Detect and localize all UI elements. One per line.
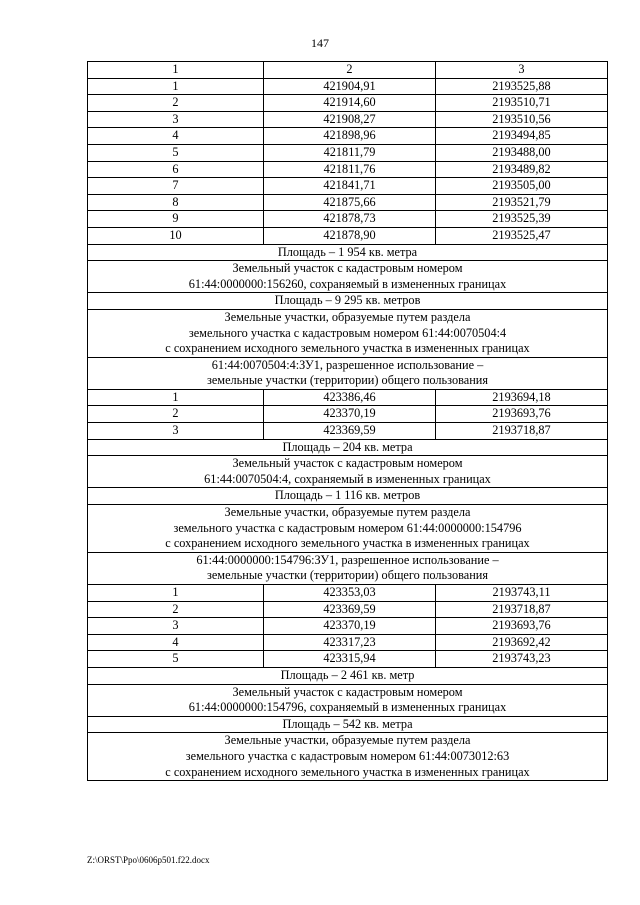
text-line: с сохранением исходного земельного участка в измененных границах — [165, 764, 530, 779]
point-number: 3 — [88, 111, 264, 128]
text-line: земельные участки (территории) общего пользования — [206, 373, 489, 388]
coord-x: 421904,91 — [264, 78, 436, 95]
coord-y: 2193525,88 — [436, 78, 608, 95]
section-row — [88, 733, 608, 781]
division-description — [88, 309, 608, 357]
area-text: Площадь – 1 116 кв. метров — [88, 488, 608, 505]
text-line: Земельные участки, образуемые путем раздела — [224, 733, 471, 748]
coord-y: 2193743,23 — [436, 651, 608, 668]
coord-x: 421878,73 — [264, 211, 436, 228]
coord-y: 2193494,85 — [436, 128, 608, 145]
file-path-footer: Z:\ORST\Ppo\0606p501.f22.docx — [87, 855, 210, 865]
coord-y: 2193694,18 — [436, 389, 608, 406]
header-cell: 3 — [436, 62, 608, 79]
area-row — [88, 488, 608, 505]
header-cell: 1 — [88, 62, 264, 79]
table-row — [88, 211, 608, 228]
table-row — [88, 178, 608, 195]
table-row — [88, 634, 608, 651]
point-number: 2 — [88, 406, 264, 423]
coord-y: 2193692,42 — [436, 634, 608, 651]
coord-x: 421811,76 — [264, 161, 436, 178]
coord-y: 2193718,87 — [436, 601, 608, 618]
coord-x: 423370,19 — [264, 406, 436, 423]
point-number: 10 — [88, 227, 264, 244]
coord-y: 2193525,39 — [436, 211, 608, 228]
text-line: с сохранением исходного земельного участка в измененных границах — [165, 536, 530, 551]
coord-x: 421811,79 — [264, 144, 436, 161]
text-line: 61:44:0070504:4, сохраняемый в измененных границах — [204, 471, 491, 486]
table-row — [88, 406, 608, 423]
plot-description — [88, 684, 608, 716]
section-row — [88, 309, 608, 357]
point-number: 3 — [88, 618, 264, 635]
table-row — [88, 618, 608, 635]
text-line: земельные участки (территории) общего пользования — [206, 568, 489, 583]
table-row — [88, 161, 608, 178]
zu1-description — [88, 357, 608, 389]
coord-y: 2193505,00 — [436, 178, 608, 195]
coord-y: 2193488,00 — [436, 144, 608, 161]
text-line: Земельный участок с кадастровым номером — [232, 456, 463, 471]
point-number: 5 — [88, 651, 264, 668]
area-row — [88, 667, 608, 684]
area-text: Площадь – 204 кв. метра — [88, 439, 608, 456]
table-header-row — [88, 62, 608, 79]
coord-y: 2193693,76 — [436, 618, 608, 635]
area-text: Площадь – 9 295 кв. метров — [88, 293, 608, 310]
section-row — [88, 505, 608, 553]
point-number: 2 — [88, 601, 264, 618]
point-number: 4 — [88, 634, 264, 651]
text-line: Земельные участки, образуемые путем раздела — [224, 505, 471, 520]
coord-x: 423369,59 — [264, 601, 436, 618]
division-description — [88, 733, 608, 781]
text-line: Земельный участок с кадастровым номером — [232, 684, 463, 699]
table-row — [88, 95, 608, 112]
coord-y: 2193521,79 — [436, 194, 608, 211]
text-line: 61:44:0000000:154796, сохраняемый в измененных границах — [188, 700, 507, 715]
point-number: 5 — [88, 144, 264, 161]
table-row — [88, 144, 608, 161]
coord-y: 2193718,87 — [436, 423, 608, 440]
table-row — [88, 389, 608, 406]
text-line: земельного участка с кадастровым номером 61:44:0000000:154796 — [173, 520, 522, 535]
coord-y: 2193489,82 — [436, 161, 608, 178]
area-text: Площадь – 1 954 кв. метра — [88, 244, 608, 261]
text-line: 61:44:0000000:156260, сохраняемый в измененных границах — [188, 276, 507, 291]
coord-x: 423317,23 — [264, 634, 436, 651]
point-number: 7 — [88, 178, 264, 195]
coord-x: 421898,96 — [264, 128, 436, 145]
coord-y: 2193510,71 — [436, 95, 608, 112]
section-row — [88, 261, 608, 293]
coord-x: 421914,60 — [264, 95, 436, 112]
table-row — [88, 227, 608, 244]
text-line: 61:44:0070504:4:ЗУ1, разрешенное использование – — [211, 357, 484, 372]
coord-y: 2193743,11 — [436, 585, 608, 602]
point-number: 6 — [88, 161, 264, 178]
section-row — [88, 456, 608, 488]
coord-x: 423369,59 — [264, 423, 436, 440]
coord-x: 421878,90 — [264, 227, 436, 244]
coord-x: 423370,19 — [264, 618, 436, 635]
table-row — [88, 585, 608, 602]
section-row — [88, 684, 608, 716]
plot-description — [88, 261, 608, 293]
coord-x: 421908,27 — [264, 111, 436, 128]
area-row — [88, 716, 608, 733]
area-row — [88, 439, 608, 456]
point-number: 2 — [88, 95, 264, 112]
coordinates-table — [87, 61, 608, 781]
point-number: 9 — [88, 211, 264, 228]
coord-y: 2193693,76 — [436, 406, 608, 423]
header-cell: 2 — [264, 62, 436, 79]
table-row — [88, 423, 608, 440]
point-number: 1 — [88, 585, 264, 602]
text-line: Земельный участок с кадастровым номером — [232, 261, 463, 276]
point-number: 1 — [88, 78, 264, 95]
text-line: земельного участка с кадастровым номером 61:44:0073012:63 — [185, 748, 510, 763]
text-line: земельного участка с кадастровым номером 61:44:0070504:4 — [188, 325, 507, 340]
table-row — [88, 651, 608, 668]
point-number: 3 — [88, 423, 264, 440]
coord-x: 423315,94 — [264, 651, 436, 668]
table-row — [88, 111, 608, 128]
text-line: 61:44:0000000:154796:ЗУ1, разрешенное использование – — [196, 552, 499, 567]
coord-y: 2193525,47 — [436, 227, 608, 244]
table-row — [88, 194, 608, 211]
point-number: 1 — [88, 389, 264, 406]
area-text: Площадь – 2 461 кв. метр — [88, 667, 608, 684]
page-number: 147 — [311, 36, 329, 50]
plot-description — [88, 456, 608, 488]
coord-x: 421875,66 — [264, 194, 436, 211]
zu1-description — [88, 552, 608, 584]
section-row — [88, 552, 608, 584]
section-row — [88, 357, 608, 389]
table-row — [88, 78, 608, 95]
area-row — [88, 293, 608, 310]
coord-x: 421841,71 — [264, 178, 436, 195]
table-row — [88, 128, 608, 145]
coord-x: 423386,46 — [264, 389, 436, 406]
area-text: Площадь – 542 кв. метра — [88, 716, 608, 733]
coord-x: 423353,03 — [264, 585, 436, 602]
point-number: 8 — [88, 194, 264, 211]
coord-y: 2193510,56 — [436, 111, 608, 128]
table-row — [88, 601, 608, 618]
text-line: Земельные участки, образуемые путем раздела — [224, 309, 471, 324]
point-number: 4 — [88, 128, 264, 145]
division-description — [88, 505, 608, 553]
text-line: с сохранением исходного земельного участка в измененных границах — [165, 341, 530, 356]
area-row — [88, 244, 608, 261]
